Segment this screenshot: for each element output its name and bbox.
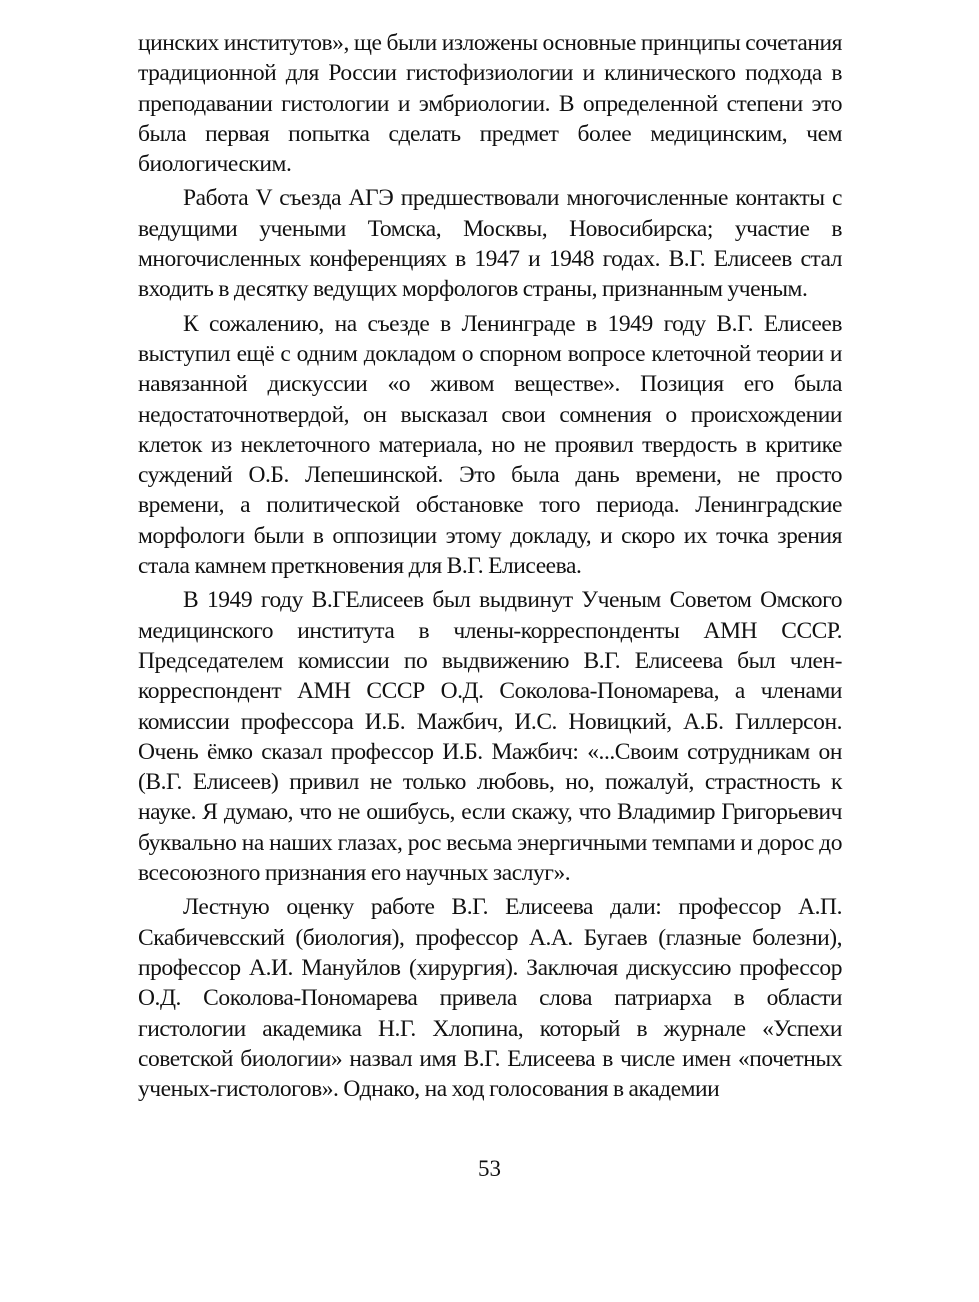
page-number: 53 [478,1156,501,1181]
paragraph-1: цинских институтов», ще были изложены основные принципы сочетания традиционной для России гистофизиологии и клинического подхода в преподавании гистологии и эмбриологии. В определенной степени это была первая попытка сделать предмет более медицинским, чем биологическим. [138,30,842,178]
paragraph-3: К сожалению, на съезде в Ленинграде в 1949 году В.Г. Елисеев выступил ещё с одним докладом о спорном вопросе клеточной теории и навязанной дискуссии «о живом веществе». Позиция его была недостаточнотвердой, он высказал свои сомнения о происхождении клеток из неклеточного материала, но не проявил твердость в критике суждений О.Б. Лепешинской. Это была дань времени, не просто времени, а политической обстановке того периода. Ленинградские морфологи были в оппозиции этому докладу, и скоро их точка зрения стала камнем преткновения для В.Г. Елисеева. [138,310,842,580]
paragraph-2: Работа V съезда АГЭ предшествовали многочисленные контакты с ведущими учеными Томска, Москвы, Новосибирска; участие в многочисленных конференциях в 1947 и 1948 годах. В.Г. Елисеев стал входить в десятку ведущих морфологов страны, признанным ученым. [138,185,842,303]
paragraph-4: В 1949 году В.ГЕлисеев был выдвинут Ученым Советом Омского медицинского института в члены-корреспонденты АМН СССР. Председателем комиссии по выдвижению В.Г. Елисеева был член-корреспондент АМН СССР О.Д. Соколова-Пономарева, а членами комиссии профессора И.Б. Мажбич, И.С. Новицкий, А.Б. Гиллерсон. Очень ёмко сказал профессор И.Б. Мажбич: «...Своим сотрудникам он (В.Г. Елисеев) привил не только любовь, но, пожалуй, страстность к науке. Я думаю, что не ошибусь, если скажу, что Владимир Григорьевич буквально на наших глазах, рос весьма энергичными темпами и дорос до всесоюзного признания его научных заслуг». [138,587,842,887]
paragraph-5: Лестную оценку работе В.Г. Елисеева дали: профессор А.П. Скабичевсский (биология), профессор А.А. Бугаев (глазные болезни), профессор А.И. Мануйлов (хирургия). Заключая дискуссию профессор О.Д. Соколова-Пономарева привела слова патриарха в области гистологии академика Н.Г. Хлопина, который в журнале «Успехи советской биологии» назвал имя В.Г. Елисеева в числе имен «почетных ученых-гистологов». Однако, на ход голосования в академии [138,894,842,1103]
body-text [138,28,842,1108]
